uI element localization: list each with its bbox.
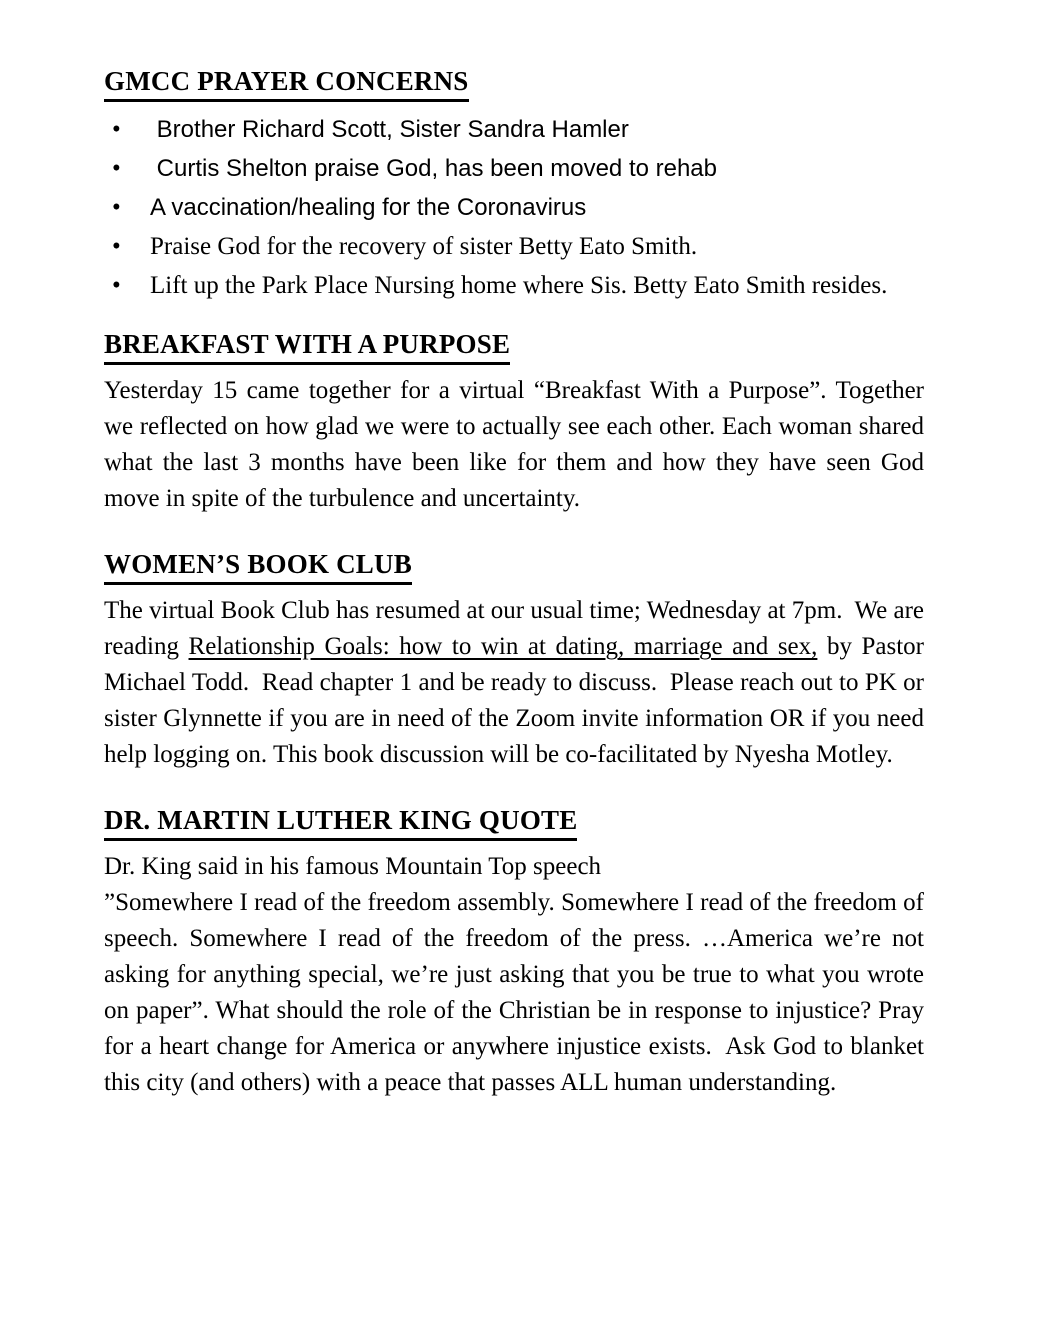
bullet-icon: • xyxy=(112,155,121,183)
section-breakfast-with-a-purpose xyxy=(104,329,931,517)
bullet-icon: • xyxy=(112,194,121,222)
book-club-heading: WOMEN’S BOOK CLUB xyxy=(104,549,412,585)
breakfast-heading: BREAKFAST WITH A PURPOSE xyxy=(104,329,510,365)
mlk-quote-heading: DR. MARTIN LUTHER KING QUOTE xyxy=(104,805,577,841)
prayer-concerns-list xyxy=(104,110,924,305)
list-item xyxy=(104,110,924,149)
list-item xyxy=(104,266,924,305)
book-title: Relationship Goals: how to win at dating, marriage and sex, xyxy=(188,633,818,661)
heading-row xyxy=(104,549,924,585)
bullet-icon: • xyxy=(112,233,121,261)
mlk-intro-line: Dr. King said in his famous Mountain Top speech xyxy=(104,853,602,881)
book-club-paragraph xyxy=(104,593,931,773)
heading-row xyxy=(104,66,924,102)
bullet-icon: • xyxy=(112,116,121,144)
breakfast-paragraph: Yesterday 15 came together for a virtual “Breakfast With a Purpose”. Together we reflected on how glad we were to actually see each other. Each woman shared what the last 3 months have been like for them and how they have seen God move in spite of the turbulence and uncertainty. xyxy=(104,377,931,513)
list-item xyxy=(104,227,924,266)
heading-row xyxy=(104,329,924,365)
prayer-concerns-heading: GMCC PRAYER CONCERNS xyxy=(104,66,469,102)
list-item-text: Lift up the Park Place Nursing home where Sis. Betty Eato Smith resides. xyxy=(150,272,888,300)
book-club-text-before: The virtual Book Club has resumed at our usual time; Wednesday at 7pm. We are reading xyxy=(104,597,931,661)
heading-row xyxy=(104,805,924,841)
list-item xyxy=(104,149,924,188)
section-womens-book-club xyxy=(104,549,931,773)
list-item-text: A vaccination/healing for the Coronavirus xyxy=(150,194,587,222)
list-item xyxy=(104,188,924,227)
section-mlk-quote xyxy=(104,805,931,1101)
mlk-quote-paragraph: ”Somewhere I read of the freedom assembly. Somewhere I read of the freedom of speech. Somewhere I read of the freedom of the press. …America we’re not asking for anything special, we’re just asking that you be true to what you wrote on paper”. What should the role of the Christian be in response to injustice? Pray for a heart change for America or anywhere injustice exists. Ask God to blanket this city (and others) with a peace that passes ALL human understanding. xyxy=(104,889,931,1097)
list-item-text: Brother Richard Scott, Sister Sandra Hamler xyxy=(150,116,629,144)
bullet-icon: • xyxy=(112,272,121,300)
book-club-text-after: by Pastor Michael Todd. Read chapter 1 and be ready to discuss. Please reach out to PK or sister Glynnette if you are in need of the Zoom invite information OR if you need help logging on. This book discussion will be co-facilitated by Nyesha Motley. xyxy=(104,633,931,769)
section-prayer-concerns xyxy=(104,66,924,305)
list-item-text: Curtis Shelton praise God, has been moved to rehab xyxy=(150,155,718,183)
list-item-text: Praise God for the recovery of sister Betty Eato Smith. xyxy=(150,233,698,261)
